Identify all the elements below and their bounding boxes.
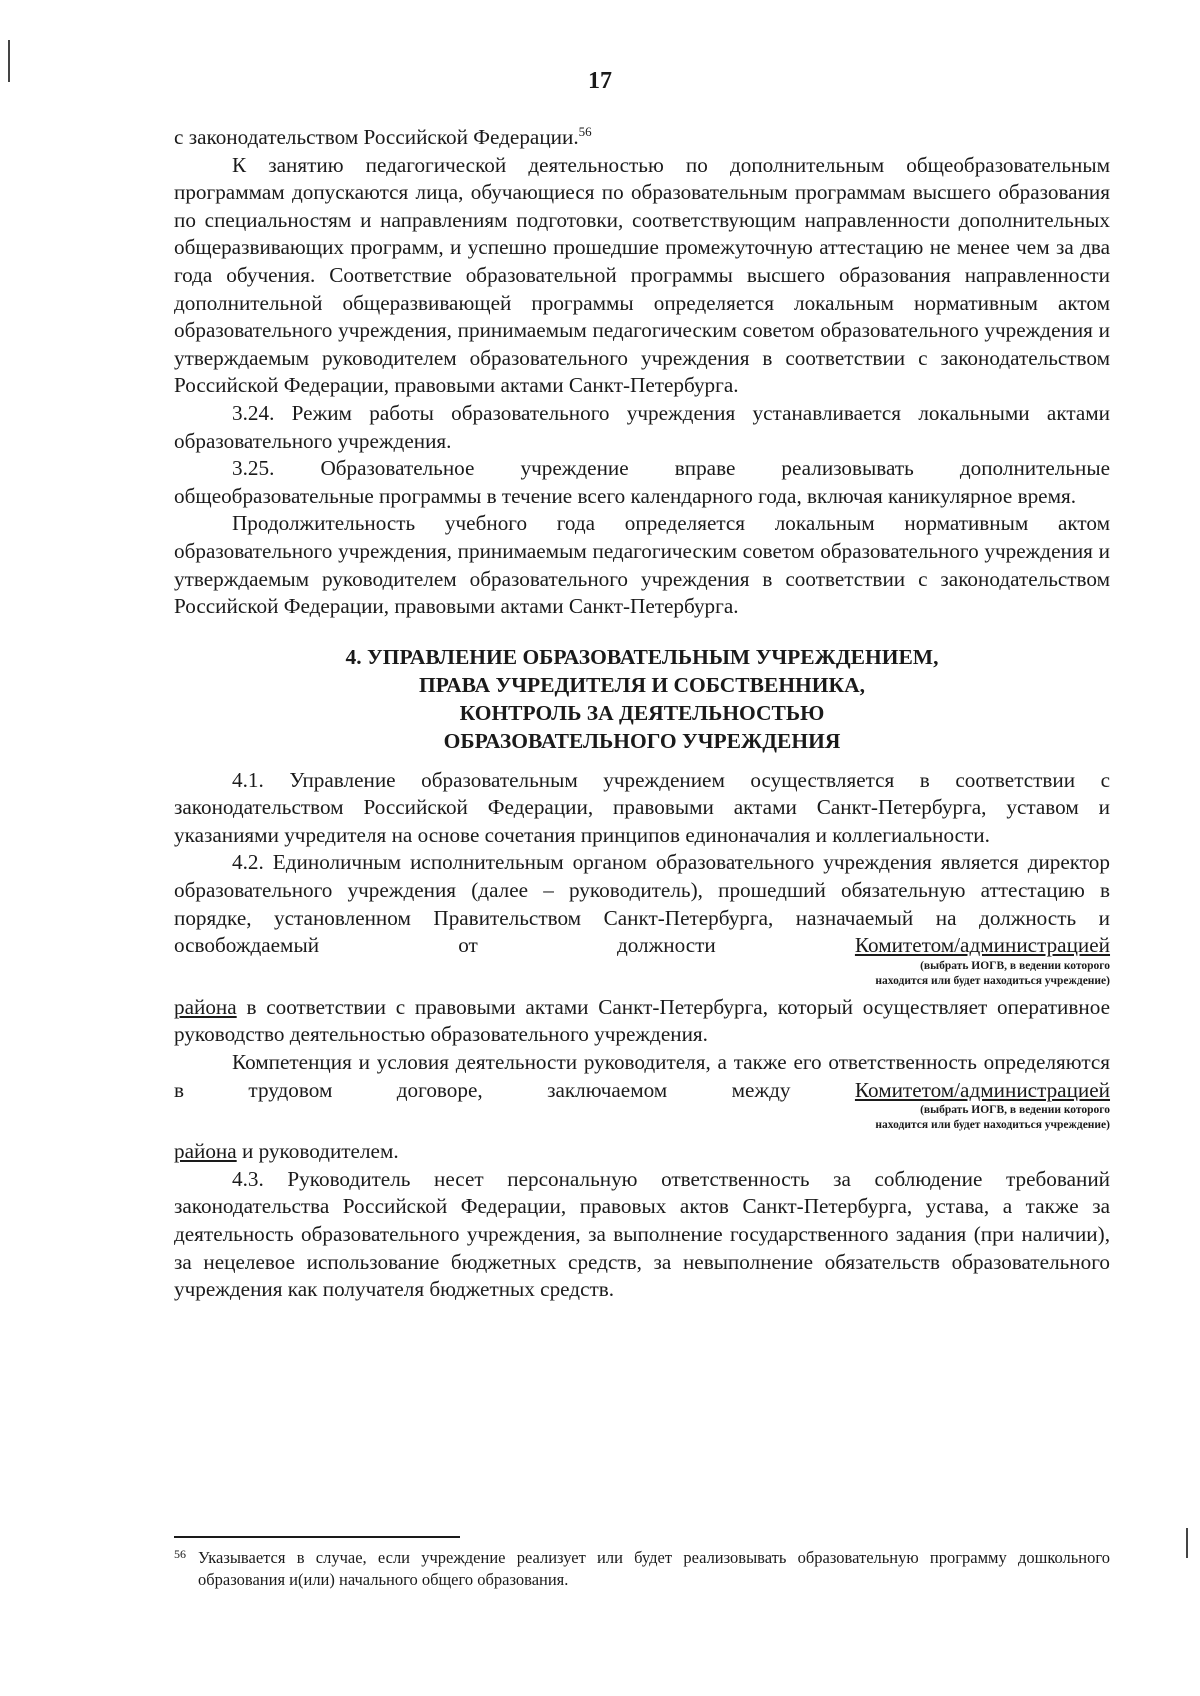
paragraph-3-24: 3.24. Режим работы образовательного учреждения устанавливается локальными актами образовательного учреждения. [174, 400, 1110, 453]
paragraph-continuation: с законодательством Российской Федерации.$^{56}$ [174, 123, 592, 149]
scan-edge-mark [1186, 1528, 1188, 1558]
footnote-reference: 56 [578, 123, 592, 139]
paragraph-4-1: 4.1. Управление образовательным учреждением осуществляется в соответствии с законодательством Российской Федерации, правовыми актами Санкт-Петербурга, уставом и указаниями учредителя на основе сочетания принципов единоначалия и коллегиальности. [174, 767, 1110, 847]
document-body [174, 124, 1110, 1304]
paragraph-teaching-admission: К занятию педагогической деятельностью по дополнительным общеобразовательным программам допускаются лица, обучающиеся по образовательным программам высшего образования по специальностям и направлениям подготовки, соответствующим направленности дополнительных общеразвивающих программ, и успешно прошедшие промежуточную аттестацию не менее чем за два года обучения. Соответствие образовательной программы высшего образования направленности дополнительной общеразвивающей программы определяется локальным нормативным актом образовательного учреждения, принимаемым педагогическим советом образовательного учреждения и утверждаемым руководителем образовательного учреждения в соответствии с законодательством Российской Федерации, правовыми актами Санкт-Петербурга. [174, 152, 1110, 398]
footnote-separator [174, 1536, 460, 1538]
paragraph-school-year-duration: Продолжительность учебного года определяется локальным нормативным актом образовательного учреждения, принимаемым педагогическим советом образовательного учреждения и утверждаемым руководителем образовательного учреждения в соответствии с законодательством Российской Федерации, правовыми актами Санкт-Петербурга. [174, 511, 1110, 619]
committee-placeholder: Комитетом/администрацией [854, 933, 1111, 958]
footnote-text: Указывается в случае, если учреждение реализует или будет реализовывать образовательную программу дошкольного образования и(или) начального общего образования. [198, 1548, 1110, 1589]
heading-line: 4. УПРАВЛЕНИЕ ОБРАЗОВАТЕЛЬНЫМ УЧРЕЖДЕНИЕМ, [345, 644, 939, 669]
paragraph-competence-part2: района и руководителем. [174, 1139, 399, 1164]
placeholder-note: (выбрать ИОГВ, в ведении которого находится или будет находиться учреждение) [875, 1104, 1110, 1132]
section-4-heading [174, 643, 1110, 755]
paragraph-4-2-part2: района в соответствии с правовыми актами Санкт-Петербурга, который осуществляет оперативное руководство деятельностью образовательного учреждения. [174, 994, 1110, 1047]
committee-placeholder: Комитетом/администрацией [854, 1077, 1111, 1102]
heading-line: ПРАВА УЧРЕДИТЕЛЯ И СОБСТВЕННИКА, [418, 672, 865, 697]
footnote-marker: 56 [174, 1547, 186, 1561]
paragraph-4-2-part1: 4.2. Единоличным исполнительным органом образовательного учреждения является директор образовательного учреждения (далее – руководитель), прошедший обязательную аттестацию в порядке, установленном Правительством Санкт-Петербурга, назначаемый на должность и освобождаемый от должности Комитетом/администрацией [174, 850, 1111, 958]
placeholder-note: (выбрать ИОГВ, в ведении которого находится или будет находиться учреждение) [875, 959, 1110, 987]
footnote [174, 1547, 1110, 1591]
heading-line: ОБРАЗОВАТЕЛЬНОГО УЧРЕЖДЕНИЯ [443, 728, 841, 753]
paragraph-competence-part1: Компетенция и условия деятельности руководителя, а также его ответственность определяются в трудовом договоре, заключаемом между Комитетом/администрацией [174, 1050, 1111, 1102]
paragraph-3-25: 3.25. Образовательное учреждение вправе реализовывать дополнительные общеобразовательные программы в течение всего календарного года, включая каникулярное время. [174, 456, 1110, 508]
heading-line: КОНТРОЛЬ ЗА ДЕЯТЕЛЬНОСТЬЮ [459, 700, 825, 725]
paragraph-4-3: 4.3. Руководитель несет персональную ответственность за соблюдение требований законодательства Российской Федерации, правовых актов Санкт-Петербурга, устава, а также за деятельность образовательного учреждения, за выполнение государственного задания (при наличии), за нецелевое использование бюджетных средств, за невыполнение обязательств образовательного учреждения как получателя бюджетных средств. [174, 1166, 1110, 1302]
page-number: 17 [588, 68, 612, 94]
district-placeholder: района [174, 994, 237, 1019]
district-placeholder: района [174, 1139, 237, 1164]
